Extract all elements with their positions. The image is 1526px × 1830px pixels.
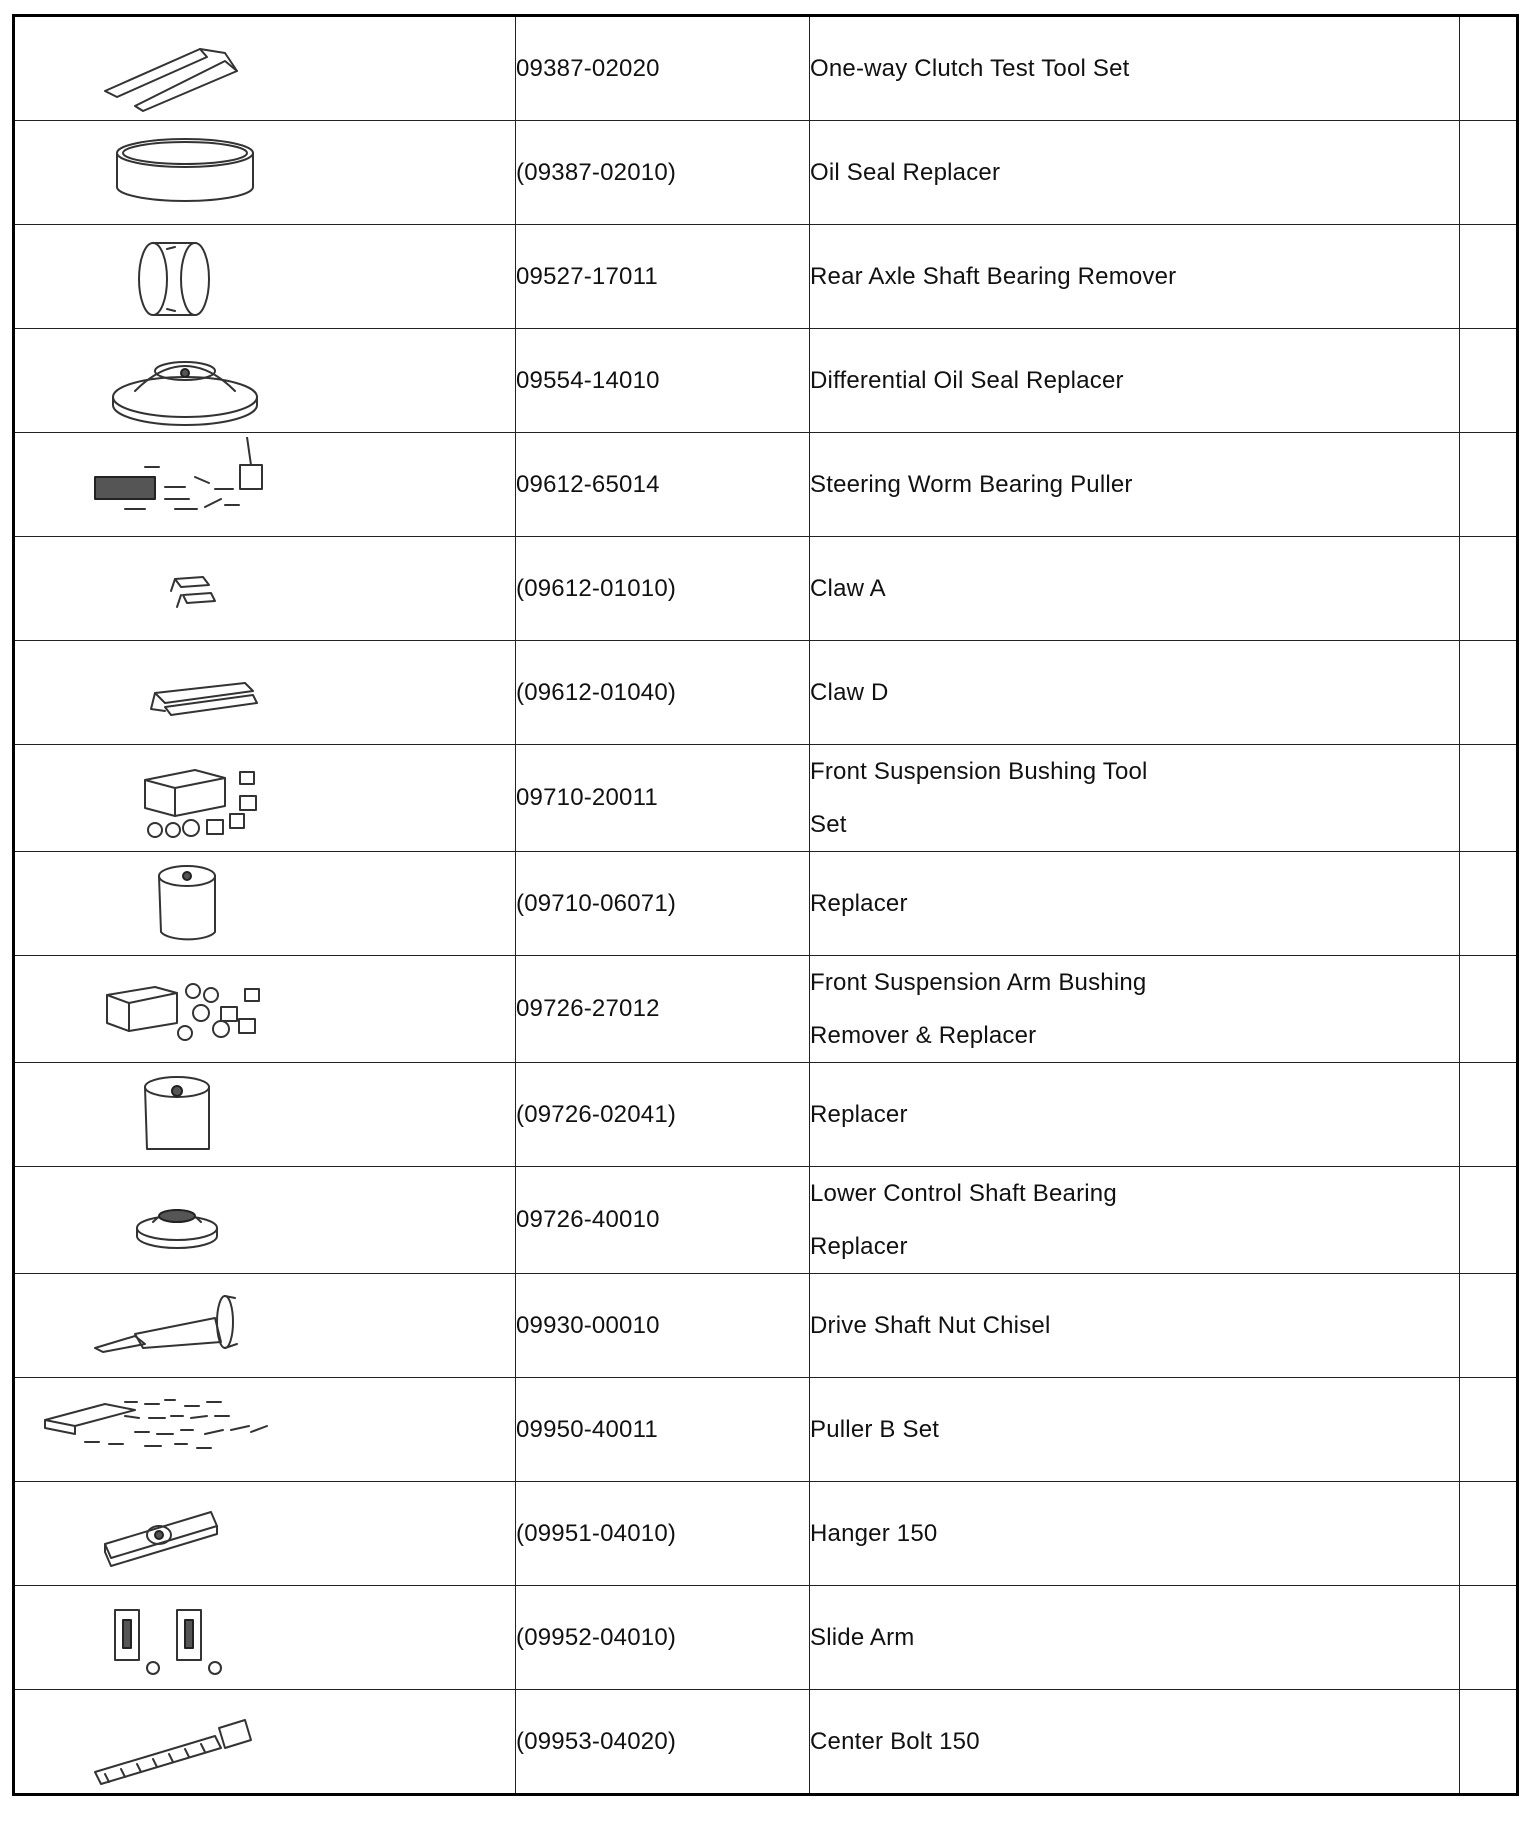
- tool-name: [810, 1586, 1460, 1690]
- table-row: [14, 1167, 1518, 1274]
- tool-name-line: Drive Shaft Nut Chisel: [810, 1312, 1051, 1339]
- blank-cell: [1460, 1482, 1518, 1586]
- tool-name: [810, 225, 1460, 329]
- tool-name: [810, 852, 1460, 956]
- blank-cell: [1460, 1167, 1518, 1274]
- blank-cell: [1460, 852, 1518, 956]
- chisel-icon: [25, 1278, 345, 1374]
- arm-bushing-set-icon: [25, 961, 345, 1057]
- tool-name-line: Oil Seal Replacer: [810, 159, 1001, 186]
- table-row: [14, 1690, 1518, 1795]
- tool-name: [810, 1063, 1460, 1167]
- tool-name-line: Set: [810, 811, 847, 838]
- tool-illustration-cell: [14, 1378, 516, 1482]
- claw-d-icon: [25, 645, 345, 741]
- table-row: [14, 1482, 1518, 1586]
- tool-name-line: Puller B Set: [810, 1416, 940, 1443]
- tool-name-line: Differential Oil Seal Replacer: [810, 367, 1124, 394]
- table-row: [14, 1378, 1518, 1482]
- part-number: (09612-01010): [516, 537, 810, 641]
- tool-name: [810, 956, 1460, 1063]
- table-row: [14, 225, 1518, 329]
- blank-cell: [1460, 1274, 1518, 1378]
- blank-cell: [1460, 1378, 1518, 1482]
- tool-name: [810, 121, 1460, 225]
- table-row: [14, 1274, 1518, 1378]
- part-number: 09387-02020: [516, 16, 810, 121]
- hanger-icon: [25, 1486, 345, 1582]
- tool-name-line: Front Suspension Arm Bushing: [810, 969, 1147, 996]
- puller-b-set-icon: [25, 1382, 345, 1478]
- tool-name: [810, 1690, 1460, 1795]
- tool-name: [810, 1274, 1460, 1378]
- tool-illustration-cell: [14, 641, 516, 745]
- tool-illustration-cell: [14, 121, 516, 225]
- part-number: 09726-27012: [516, 956, 810, 1063]
- part-number: 09527-17011: [516, 225, 810, 329]
- bushing-tool-set-icon: [25, 750, 345, 846]
- tool-illustration-cell: [14, 1586, 516, 1690]
- blank-cell: [1460, 1063, 1518, 1167]
- table-row: [14, 641, 1518, 745]
- tool-name: [810, 537, 1460, 641]
- table-row: [14, 537, 1518, 641]
- tool-name-line: Remover & Replacer: [810, 1022, 1037, 1049]
- table-row: [14, 956, 1518, 1063]
- tool-name-line: Replacer: [810, 890, 908, 917]
- blank-cell: [1460, 329, 1518, 433]
- tool-name: [810, 1482, 1460, 1586]
- tool-name-line: Claw A: [810, 575, 886, 602]
- tool-name-line: Hanger 150: [810, 1520, 938, 1547]
- tool-illustration-cell: [14, 537, 516, 641]
- tool-name: [810, 1167, 1460, 1274]
- part-number: 09710-20011: [516, 745, 810, 852]
- blank-cell: [1460, 1586, 1518, 1690]
- part-number: 09554-14010: [516, 329, 810, 433]
- table-row: [14, 745, 1518, 852]
- part-number: 09950-40011: [516, 1378, 810, 1482]
- blank-cell: [1460, 225, 1518, 329]
- cup-replacer-icon: [25, 1067, 345, 1163]
- tool-name-line: Replacer: [810, 1101, 908, 1128]
- tool-name-line: Front Suspension Bushing Tool: [810, 758, 1148, 785]
- tool-name-line: Slide Arm: [810, 1624, 915, 1651]
- tool-illustration-cell: [14, 1690, 516, 1795]
- tool-name: [810, 16, 1460, 121]
- tool-illustration-cell: [14, 225, 516, 329]
- part-number: (09612-01040): [516, 641, 810, 745]
- table-row: [14, 329, 1518, 433]
- blank-cell: [1460, 537, 1518, 641]
- blank-cell: [1460, 121, 1518, 225]
- tool-name-line: Claw D: [810, 679, 889, 706]
- table-row: [14, 121, 1518, 225]
- tool-name-line: Lower Control Shaft Bearing: [810, 1180, 1117, 1207]
- part-number: 09612-65014: [516, 433, 810, 537]
- tool-illustration-cell: [14, 1274, 516, 1378]
- table-row: [14, 16, 1518, 121]
- blank-cell: [1460, 1690, 1518, 1795]
- ring-replacer-icon: [25, 125, 345, 221]
- tool-name: [810, 745, 1460, 852]
- special-tools-table: [12, 14, 1519, 1796]
- bearing-replacer-icon: [25, 1172, 345, 1268]
- table-row: [14, 1063, 1518, 1167]
- tool-name: [810, 1378, 1460, 1482]
- tool-name-line: Steering Worm Bearing Puller: [810, 471, 1133, 498]
- part-number: (09953-04020): [516, 1690, 810, 1795]
- tool-illustration-cell: [14, 1063, 516, 1167]
- part-number: (09726-02041): [516, 1063, 810, 1167]
- part-number: (09951-04010): [516, 1482, 810, 1586]
- blank-cell: [1460, 745, 1518, 852]
- tool-illustration-cell: [14, 1482, 516, 1586]
- claw-a-icon: [25, 541, 345, 637]
- blank-cell: [1460, 16, 1518, 121]
- puller-kit-icon: [25, 437, 345, 533]
- tool-name: [810, 641, 1460, 745]
- tool-illustration-cell: [14, 852, 516, 956]
- blank-cell: [1460, 641, 1518, 745]
- table-row: [14, 433, 1518, 537]
- slide-arm-icon: [25, 1590, 345, 1686]
- tool-illustration-cell: [14, 329, 516, 433]
- part-number: (09952-04010): [516, 1586, 810, 1690]
- part-number: 09930-00010: [516, 1274, 810, 1378]
- dome-seal-replacer-icon: [25, 333, 345, 429]
- tool-name-line: Rear Axle Shaft Bearing Remover: [810, 263, 1177, 290]
- cylinder-replacer-icon: [25, 856, 345, 952]
- table-row: [14, 1586, 1518, 1690]
- tool-name: [810, 329, 1460, 433]
- tool-name-line: Replacer: [810, 1233, 908, 1260]
- tool-name-line: One-way Clutch Test Tool Set: [810, 55, 1130, 82]
- blank-cell: [1460, 956, 1518, 1063]
- special-tools-body: [14, 16, 1518, 1795]
- bearing-remover-icon: [25, 229, 345, 325]
- tool-illustration-cell: [14, 956, 516, 1063]
- tool-illustration-cell: [14, 1167, 516, 1274]
- blank-cell: [1460, 433, 1518, 537]
- tool-illustration-cell: [14, 433, 516, 537]
- part-number: 09726-40010: [516, 1167, 810, 1274]
- tool-illustration-cell: [14, 745, 516, 852]
- tool-illustration-cell: [14, 16, 516, 121]
- table-row: [14, 852, 1518, 956]
- part-number: (09387-02010): [516, 121, 810, 225]
- center-bolt-icon: [25, 1694, 345, 1790]
- one-way-clutch-tool-icon: [25, 21, 345, 117]
- part-number: (09710-06071): [516, 852, 810, 956]
- tool-name-line: Center Bolt 150: [810, 1728, 980, 1755]
- tool-name: [810, 433, 1460, 537]
